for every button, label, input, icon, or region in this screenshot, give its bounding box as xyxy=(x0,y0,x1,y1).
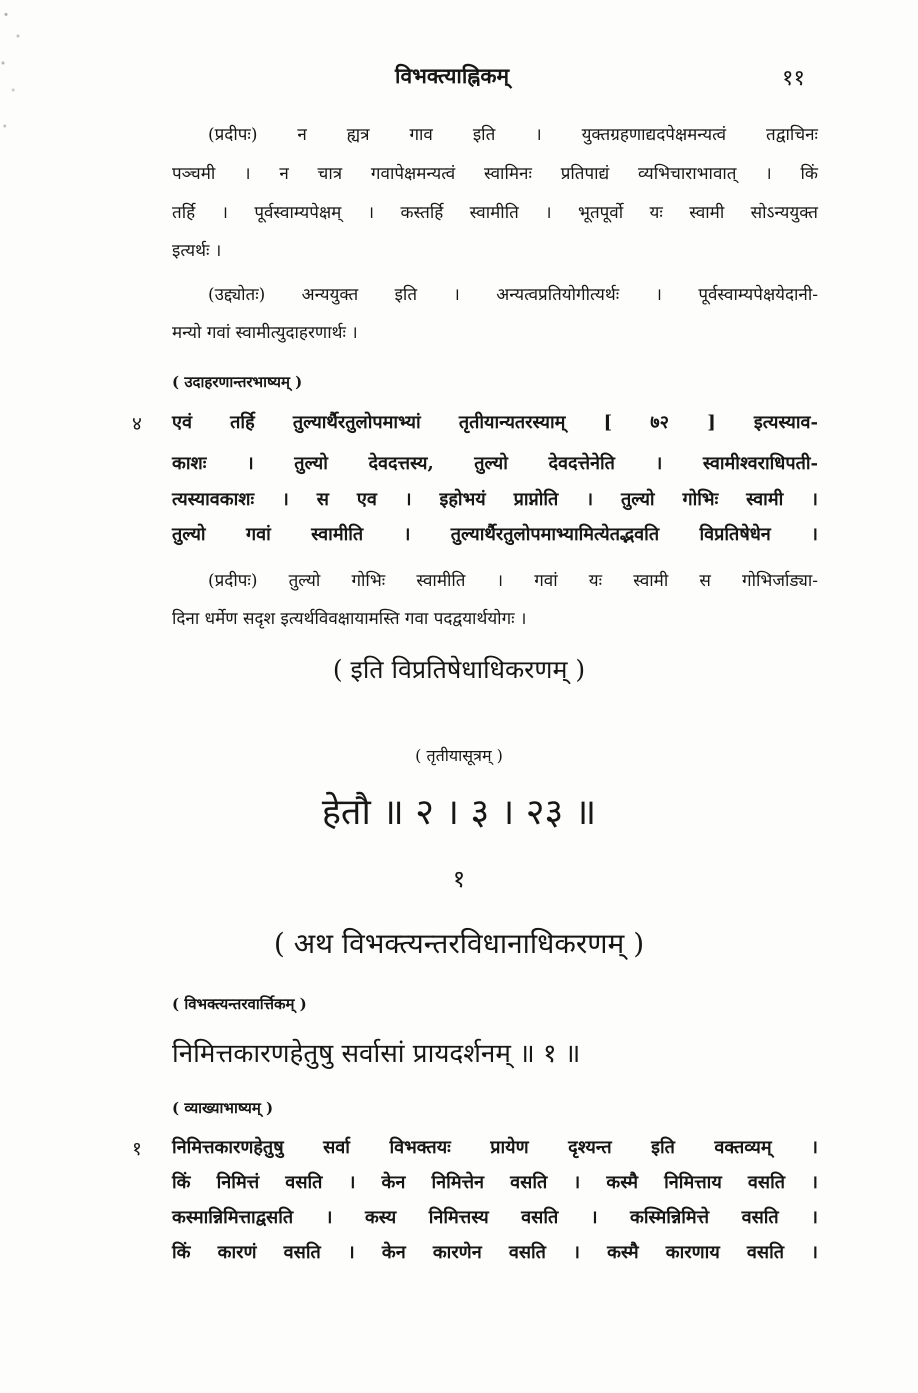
sutra-heading: हेतौ ॥ २ । ३ । २३ ॥ xyxy=(321,792,597,833)
scan-speckle-decoration xyxy=(0,0,60,180)
vyakhya-bhashya-label: ( व्याख्याभाष्यम् ) xyxy=(172,1099,274,1117)
pradipa1-line-1: (प्रदीपः) न ह्यत्र गाव इति । युक्तग्रहणाद्यदपेक्षमन्यत्वं तद्वाचिनः xyxy=(208,125,818,145)
bhashya-4-number: ४ xyxy=(132,413,142,435)
bhashya-4-line-2: काशः । तुल्यो देवदत्तस्य, तुल्यो देवदत्तेनेति । स्वामीश्वराधिपती- xyxy=(172,453,818,474)
bhashya-1-line-4: किं कारणं वसति । केन कारणेन वसति । कस्मै कारणाय वसति । xyxy=(172,1242,818,1263)
uddyota-line-2: मन्यो गवां स्वामीत्युदाहरणार्थः । xyxy=(172,323,358,343)
bhashya-1-line-3: कस्मान्निमित्ताद्वसति । कस्य निमित्तस्य वसति । कस्मिन्निमित्ते वसति । xyxy=(172,1207,818,1228)
bhashya-1-number: १ xyxy=(132,1138,142,1160)
bhashya-4-line-3: त्यस्यावकाशः । स एव । इहोभयं प्राप्नोति । तुल्यो गोभिः स्वामी । xyxy=(172,489,818,510)
running-header: विभक्त्याह्निकम् xyxy=(395,63,510,88)
pradipa1-line-3: तर्हि । पूर्वस्वाम्यपेक्षम् । कस्तर्हि स्वामीति । भूतपूर्वो यः स्वामी सोऽन्ययुक्त xyxy=(172,203,818,223)
bhashya-4-line-1: एवं तर्हि तुल्यार्थैरतुलोपमाभ्यां तृतीयान्यतरस्याम् [ ७२ ] इत्यस्याव- xyxy=(172,412,818,433)
section-number: १ xyxy=(452,865,466,893)
pradipa1-line-4: इत्यर्थः । xyxy=(172,241,222,261)
bhashya-4-line-4: तुल्यो गवां स्वामीति । तुल्यार्थैरतुलोपमाभ्यामित्येतद्भवति विप्रतिषेधेन । xyxy=(172,524,818,545)
section-end-heading: ( इति विप्रतिषेधाधिकरणम् ) xyxy=(332,655,586,684)
sutra-label: ( तृतीयासूत्रम् ) xyxy=(415,746,503,765)
pradipa1-line-2: पञ्चमी । न चात्र गवापेक्षमन्यत्वं स्वामिनः प्रतिपाद्यं व्यभिचाराभावात् । किं xyxy=(172,164,818,184)
section-title: ( अथ विभक्त्यन्तरविधानाधिकरणम् ) xyxy=(273,927,645,960)
uddyota-line-1: (उद्द्योतः) अन्ययुक्त इति । अन्यत्वप्रतियोगीत्यर्थः । पूर्वस्वाम्यपेक्षयेदानी- xyxy=(208,285,818,305)
page-number: ११ xyxy=(782,66,805,91)
pradipa2-line-1: (प्रदीपः) तुल्यो गोभिः स्वामीति । गवां यः स्वामी स गोभिर्जाड्या- xyxy=(208,571,818,591)
bhashya-1-line-2: किं निमित्तं वसति । केन निमित्तेन वसति । कस्मै निमित्ताय वसति । xyxy=(172,1172,818,1193)
bhashya-1-line-1: निमित्तकारणहेतुषु सर्वा विभक्तयः प्रायेण दृश्यन्त इति वक्तव्यम् । xyxy=(172,1137,818,1158)
udaharana-bhashya-label: ( उदाहरणान्तरभाष्यम् ) xyxy=(172,373,303,391)
varttika-text: निमित्तकारणहेतुषु सर्वासां प्रायदर्शनम् ॥ १ ॥ xyxy=(172,1039,581,1069)
pradipa2-line-2: दिना धर्मेण सदृश इत्यर्थविवक्षायामस्ति गवा पदद्वयार्थयोगः । xyxy=(172,609,527,629)
varttika-label: ( विभक्त्यन्तरवार्त्तिकम् ) xyxy=(172,995,307,1013)
